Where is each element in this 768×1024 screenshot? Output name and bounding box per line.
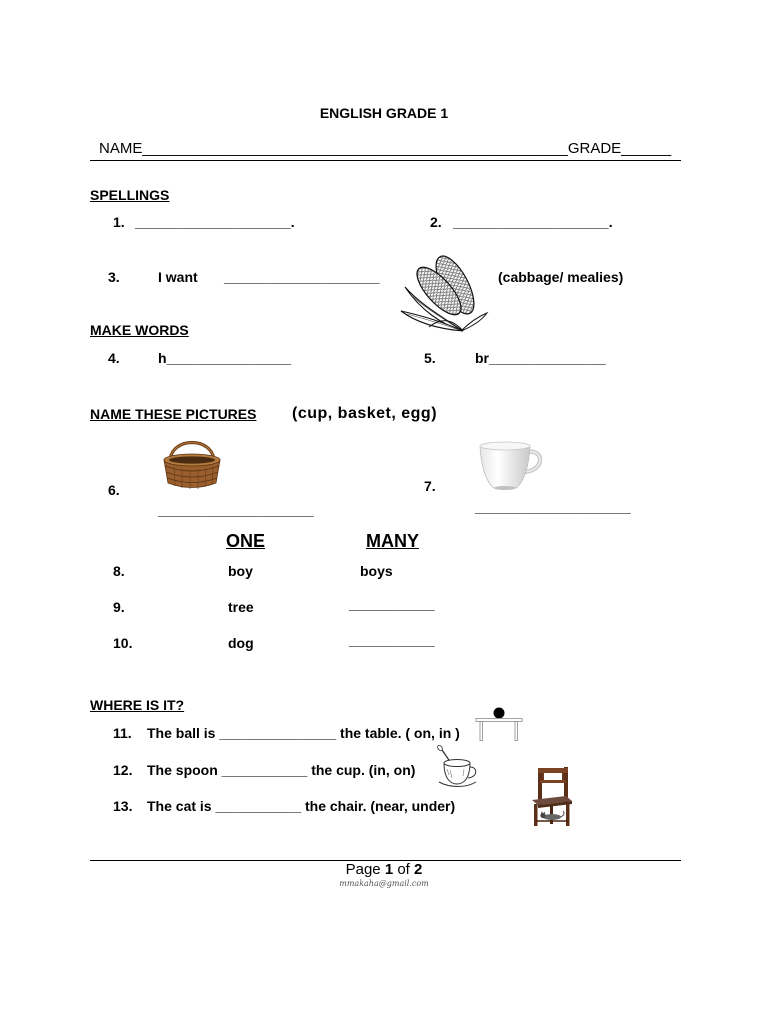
item-number: 11.: [113, 725, 132, 741]
question-text: I want: [158, 269, 198, 285]
cup-image: [478, 440, 544, 492]
name-grade-line: [99, 140, 671, 158]
item-number: 4.: [108, 350, 120, 366]
answer-blank: ___________: [349, 632, 435, 648]
name-label: NAME: [99, 140, 143, 157]
item-number: 6.: [108, 482, 120, 498]
plural-word: boys: [360, 563, 393, 579]
page-of: of: [397, 861, 410, 878]
singular-word: boy: [228, 563, 253, 579]
one-heading: ONE: [226, 531, 266, 551]
item-number: 5.: [424, 350, 436, 366]
page-current: 1: [384, 861, 394, 878]
singular-word: tree: [228, 599, 254, 615]
where-is-it-heading: WHERE IS IT?: [90, 697, 185, 713]
answer-blank: ____________________: [475, 499, 631, 515]
item-number: 3.: [108, 269, 120, 285]
item-number: 9.: [113, 599, 125, 615]
header-rule: [90, 160, 681, 161]
word-starter: [158, 349, 291, 367]
page-label: Page: [345, 861, 381, 878]
corn-image: [399, 247, 491, 333]
many-heading: MANY: [366, 531, 419, 551]
spellings-heading: SPELLINGS: [90, 187, 170, 203]
answer-blank: ________________: [166, 350, 292, 366]
grade-label: GRADE: [567, 140, 622, 157]
item-number: 7.: [424, 478, 436, 494]
basket-image: [162, 436, 222, 490]
page-number: [0, 861, 768, 879]
singular-word: dog: [228, 635, 254, 651]
author-email: mmakaha@gmail.com: [339, 879, 429, 888]
page-total: 2: [414, 861, 423, 878]
cup-with-spoon-image: [436, 745, 478, 787]
item-number: 8.: [113, 563, 125, 579]
answer-blank: ___________: [349, 596, 435, 612]
make-words-heading: MAKE WORDS: [90, 322, 189, 338]
item-number: 12.: [113, 762, 133, 778]
answer-blank: ____________________.: [135, 214, 295, 230]
word-start-letters: h: [158, 350, 167, 366]
answer-blank: ____________________.: [453, 214, 613, 230]
item-number: 10.: [113, 635, 133, 651]
word-starter: [475, 349, 606, 367]
item-number: 2.: [430, 214, 442, 230]
answer-blank: ____________________: [224, 269, 380, 285]
name-pictures-heading: NAME THESE PICTURES: [90, 406, 257, 422]
question-text: The ball is _______________ the table. ( on, in ): [147, 725, 460, 741]
grade-blank: ______: [621, 140, 672, 157]
question-text: The cat is ___________ the chair. (near, under): [147, 798, 456, 814]
name-blank: ___________________________________________________: [142, 140, 568, 157]
answer-blank: ____________________: [158, 502, 314, 518]
answer-options: (cabbage/ mealies): [498, 269, 624, 285]
answer-options: (cup, basket, egg): [292, 405, 438, 422]
table-with-ball-image: [474, 704, 524, 742]
item-number: 1.: [113, 214, 125, 230]
item-number: 13.: [113, 798, 133, 814]
word-start-letters: br: [475, 350, 489, 366]
answer-blank: _______________: [489, 350, 606, 366]
worksheet-title: ENGLISH GRADE 1: [319, 105, 449, 121]
question-text: The spoon ___________ the cup. (in, on): [147, 762, 416, 778]
chair-with-cat-image: [528, 766, 574, 828]
